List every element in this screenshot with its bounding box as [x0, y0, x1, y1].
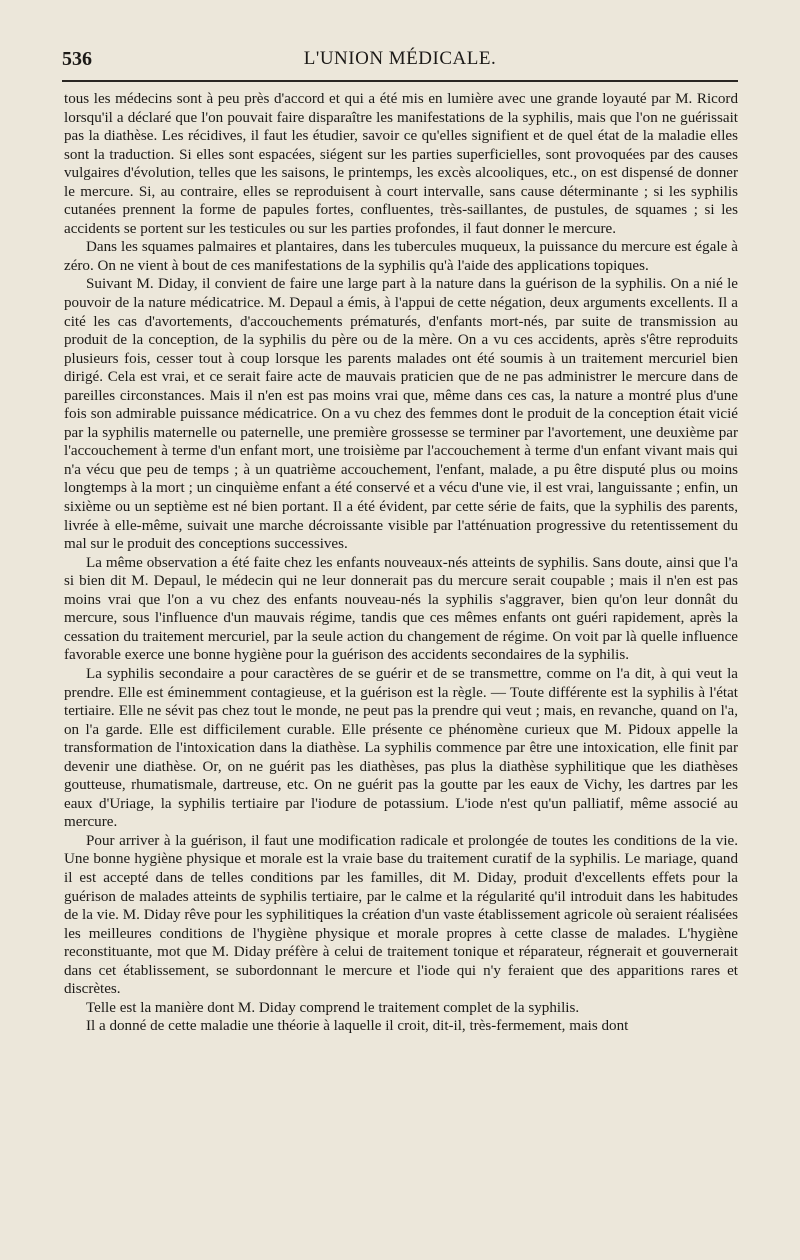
paragraph: Pour arriver à la guérison, il faut une modification radicale et prolongée de toutes les conditions de la vie. Une bonne hygiène physique et morale est la vraie base du traitement curatif de la syphilis. Le mariage, quand il est accepté dans de telles conditions par les familles, dit M. Diday, produit d'excellents effets pour la guérison de malades atteints de syphilis tertiaire, par le calme et la régularité qu'il introduit dans les habitudes de la vie. M. Diday rêve pour les syphilitiques la création d'un vaste établissement agricole où seraient réalisées les meilleures conditions de l'hygiène physique et morale propres à cette classe de malades. L'hygiène reconstituante, mot que M. Diday préfère à celui de traitement tonique et réparateur, régnerait et gouvernerait dans cet établissement, se subordonnant le mercure et l'iode qui n'y feraient que des apparitions rares et discrètes.	[64, 832, 738, 998]
paragraph: Dans les squames palmaires et plantaires, dans les tubercules muqueux, la puissance du mercure est égale à zéro. On ne vient à bout de ces manifestations de la syphilis qu'à l'aide des applications topiques.	[64, 239, 738, 274]
page-header	[62, 48, 738, 78]
running-title: L'UNION MÉDICALE.	[303, 48, 497, 69]
paragraph: Il a donné de cette maladie une théorie à laquelle il croit, dit-il, très-fermement, mais dont	[86, 1018, 629, 1035]
paragraph: Suivant M. Diday, il convient de faire une large part à la nature dans la guérison de la syphilis. On a nié le pouvoir de la nature médicatrice. M. Depaul a émis, à l'appui de cette négation, deux arguments excellents. Il a cité les cas d'avortements, d'accouchements prématurés, d'enfants mort-nés, par suite de transmission au produit de la conception, de la syphilis du père ou de la mère. On a vu ces accidents, après s'être reproduits plusieurs fois, cesser tout à coup lorsque les parents malades ont été soumis à un traitement mercuriel bien dirigé. Cela est vrai, et ce serait faire acte de mauvais praticien que de ne pas administrer le mercure dans de pareilles circonstances. Mais il n'en est pas moins vrai que, même dans ces cas, la nature a montré plus d'une fois son admirable puissance médicatrice. On a vu chez des femmes dont le produit de la conception était vicié par la syphilis maternelle ou paternelle, une première grossesse se terminer par l'avortement, une deuxième par l'accouchement à terme d'un enfant mort, une troisième par l'accouchement à terme d'un enfant vivant mais qui n'a vécu que peu de temps ; à un quatrième accouchement, l'enfant, malade, a pu être disputé plus ou moins longtemps à la mort ; un cinquième enfant a été conservé et a vécu d'une vie, il est vrai, languissante ; enfin, un sixième ou un septième est né bien portant. Il a été évident, par cette série de faits, que la syphilis des parents, livrée à elle-même, suivait une marche décroissante visible par l'atténuation progressive du retentissement du mal sur le produit des conceptions successives.	[64, 276, 738, 553]
paragraph: tous les médecins sont à peu près d'accord et qui a été mis en lumière avec une grande loyauté par M. Ricord lorsqu'il a déclaré que l'on pouvait faire disparaître les manifestations de la syphilis, mais que l'on ne guérissait pas la diathèse. Les récidives, il faut les étudier, savoir ce qu'elles signifient et de quel état de la maladie elles sont la traduction. Si elles sont espacées, siégent sur les parties superficielles, sont provoquées par des causes vulgaires d'évolution, telles que les saisons, le printemps, les excès alcooliques, etc., on est dispensé de donner le mercure. Si, au contraire, elles se reproduisent à court intervalle, sans cause déterminante ; si les syphilis cutanées prennent la forme de papules fortes, confluentes, très-saillantes, de pustules, de squames ; si les accidents se portent sur les testicules ou sur les parties profondes, il faut donner le mercure.	[64, 91, 738, 237]
paragraph: La même observation a été faite chez les enfants nouveaux-nés atteints de syphilis. Sans doute, ainsi que l'a si bien dit M. Depaul, le médecin qui ne leur donnerait pas du mercure serait coupable ; mais il n'en est pas moins vrai que l'on a vu chez des enfants nouveau-nés la syphilis s'aggraver, bien qu'on leur donnât du mercure, sous l'influence d'un mauvais régime, tandis que ces mêmes enfants ont guéri rapidement, après la cessation du traitement mercuriel, par la seule action du changement de régime. On voit par là quelle influence favorable exerce une bonne hygiène pour la guérison des accidents secondaires de la syphilis.	[64, 554, 738, 664]
article-body	[64, 90, 738, 1036]
header-rule	[62, 80, 738, 82]
paragraph: Telle est la manière dont M. Diday comprend le traitement complet de la syphilis.	[86, 999, 580, 1016]
page-number: 536	[62, 48, 92, 70]
paragraph: La syphilis secondaire a pour caractères de se guérir et de se transmettre, comme on l'a dit, à qui veut la prendre. Elle est éminemment contagieuse, et la guérison est la règle. — Toute différente est la syphilis à l'état tertiaire. Elle ne sévit pas chez tout le monde, ne peut pas la prendre qui veut ; mais, en revanche, quand on l'a, on l'a garde. Elle est difficilement curable. Elle présente ce phénomène curieux que M. Pidoux appelle la transformation de l'intoxication dans la diathèse. La syphilis commence par être une intoxication, elle finit par devenir une diathèse. Or, on ne guérit pas les diathèses, pas plus la diathèse syphilitique que les diathèses goutteuse, rhumatismale, dartreuse, etc. On ne guérit pas la goutte par les eaux de Vichy, les dartres par les eaux d'Uriage, la syphilis tertiaire par l'iodure de potassium. L'iode n'est qu'un palliatif, même associé au mercure.	[64, 665, 738, 831]
